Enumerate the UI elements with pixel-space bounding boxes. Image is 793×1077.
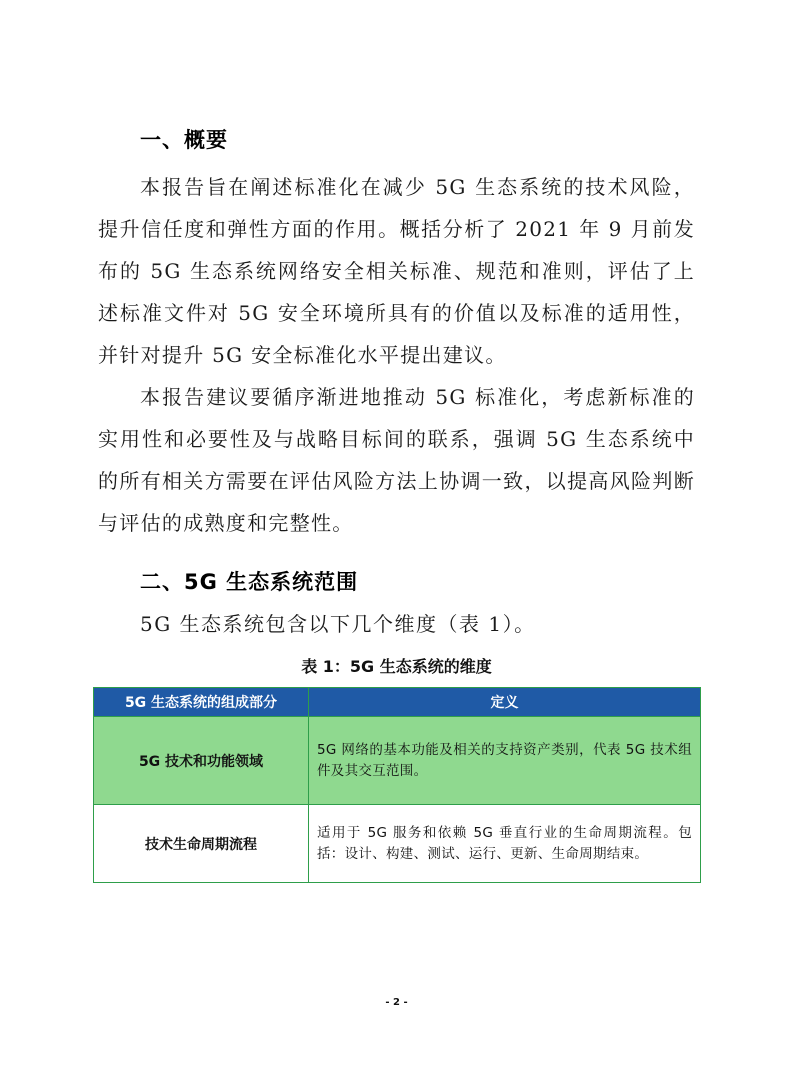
- header-component: 5G 生态系统的组成部分: [94, 688, 309, 717]
- table-row: [94, 717, 701, 805]
- page-number: - 2 -: [385, 997, 408, 1008]
- row-definition: 适用于 5G 服务和依赖 5G 垂直行业的生命周期流程。包括：设计、构建、测试、运行、更新、生命周期结束。: [309, 805, 701, 883]
- row-component: 5G 技术和功能领域: [94, 717, 309, 805]
- header-definition: 定义: [309, 688, 701, 717]
- section-2-intro: 5G 生态系统包含以下几个维度（表 1）。: [140, 612, 536, 636]
- table-caption: 表 1：5G 生态系统的维度: [301, 657, 492, 676]
- table-header-row: [94, 688, 701, 717]
- row-definition: 5G 网络的基本功能及相关的支持资产类别，代表 5G 技术组件及其交互范围。: [309, 717, 701, 805]
- summary-paragraph-2: 本报告建议要循序渐进地推动 5G 标准化，考虑新标准的实用性和必要性及与战略目标间的联系，强调 5G 生态系统中的所有相关方需要在评估风险方法上协调一致，以提高风险判断与评估的成熟度和完整性。: [98, 385, 695, 535]
- section-2-heading: 二、5G 生态系统范围: [140, 570, 359, 594]
- section-1-heading: 一、概要: [140, 128, 228, 152]
- dimensions-table: [93, 687, 701, 883]
- row-component: 技术生命周期流程: [94, 805, 309, 883]
- table-row: [94, 805, 701, 883]
- summary-paragraph-1: 本报告旨在阐述标准化在减少 5G 生态系统的技术风险，提升信任度和弹性方面的作用。概括分析了 2021 年 9 月前发布的 5G 生态系统网络安全相关标准、规范和准则，评估了上述标准文件对 5G 安全环境所具有的价值以及标准的适用性，并针对提升 5G 安全标准化水平提出建议。: [98, 175, 695, 367]
